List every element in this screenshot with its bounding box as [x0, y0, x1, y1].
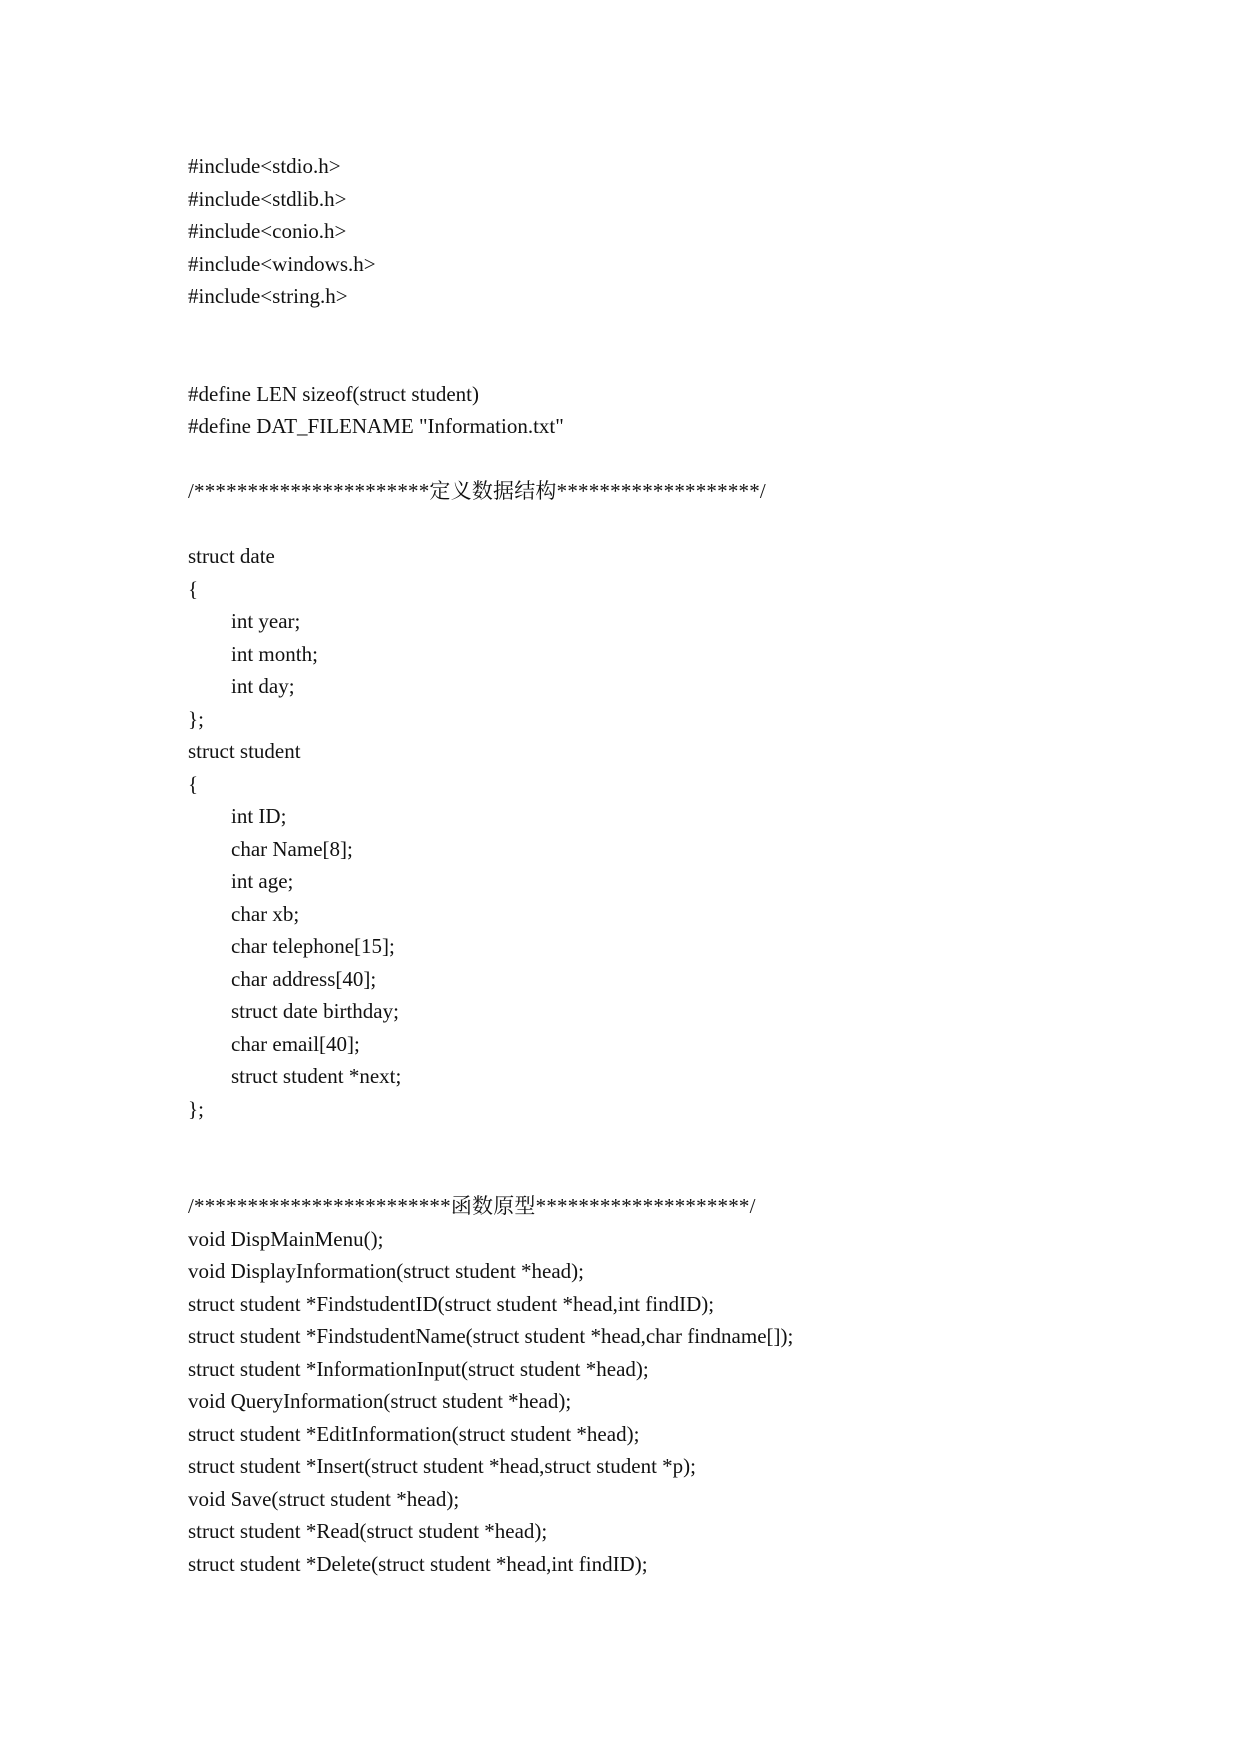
struct-field: char address[40];	[231, 966, 377, 991]
struct-field: struct date birthday;	[231, 999, 399, 1023]
include-line: #include<stdio.h>	[188, 154, 341, 178]
struct-field: int age;	[231, 869, 294, 893]
brace-close: };	[188, 706, 204, 731]
prototype-line: struct student *FindstudentID(struct student *head,int findID);	[188, 1291, 715, 1316]
include-line: #include<string.h>	[188, 284, 348, 308]
struct-student-header: struct student	[188, 739, 301, 763]
prototype-line: struct student *Delete(struct student *head,int findID);	[188, 1551, 648, 1576]
struct-field: struct student *next;	[231, 1064, 402, 1088]
brace-close: };	[188, 1096, 204, 1121]
include-line: #include<windows.h>	[188, 251, 376, 276]
prototype-line: struct student *Insert(struct student *head,struct student *p);	[188, 1454, 696, 1478]
struct-date-header: struct date	[188, 544, 275, 568]
prototype-line: struct student *Read(struct student *head);	[188, 1519, 548, 1543]
struct-field: char email[40];	[231, 1031, 360, 1056]
blank-line	[188, 1125, 1088, 1190]
comment-prototypes: /************************函数原型********************/	[188, 1194, 756, 1218]
blank-line	[188, 508, 1088, 541]
prototype-line: struct student *InformationInput(struct student *head);	[188, 1356, 649, 1381]
prototype-line: void DisplayInformation(struct student *head);	[188, 1259, 584, 1283]
struct-field: char xb;	[231, 901, 300, 926]
include-line: #include<stdlib.h>	[188, 186, 347, 211]
struct-field: int month;	[231, 641, 318, 666]
brace-open: {	[188, 576, 199, 601]
prototype-line: struct student *EditInformation(struct student *head);	[188, 1421, 640, 1446]
define-line: #define DAT_FILENAME "Information.txt"	[188, 414, 564, 438]
include-line: #include<conio.h>	[188, 219, 347, 243]
prototype-line: void DispMainMenu();	[188, 1226, 384, 1251]
blank-line	[188, 313, 1088, 378]
struct-field: int ID;	[231, 804, 287, 828]
comment-data-structure: /**********************定义数据结构*******************/	[188, 479, 766, 503]
prototype-line: struct student *FindstudentName(struct student *head,char findname[]);	[188, 1324, 794, 1348]
blank-line	[188, 443, 1088, 476]
struct-field: int day;	[231, 674, 295, 698]
brace-open: {	[188, 771, 199, 796]
prototype-line: void Save(struct student *head);	[188, 1486, 460, 1511]
struct-field: char Name[8];	[231, 836, 353, 861]
prototype-line: void QueryInformation(struct student *head);	[188, 1389, 572, 1413]
code-listing	[188, 150, 1088, 1580]
define-line: #define LEN sizeof(struct student)	[188, 381, 479, 406]
struct-field: int year;	[231, 609, 301, 633]
struct-field: char telephone[15];	[231, 934, 395, 958]
